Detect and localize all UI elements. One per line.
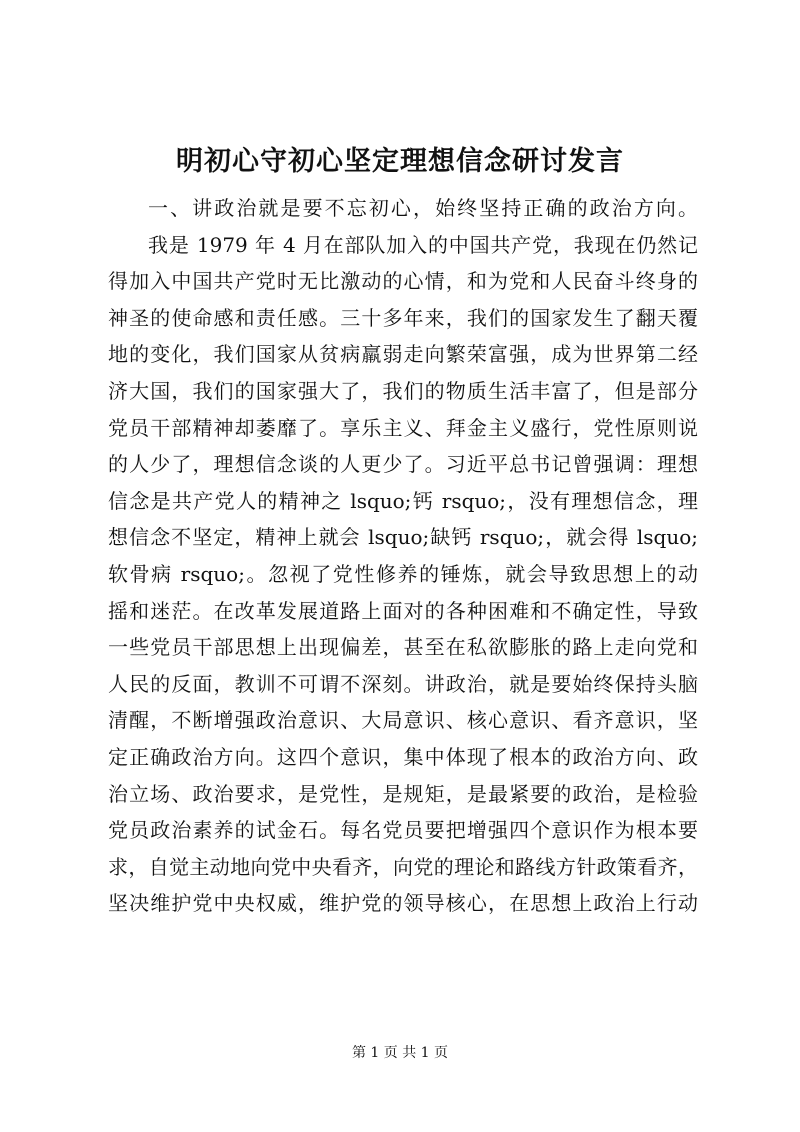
- paragraph-line: 我是 1979 年 4 月在部队加入的中国共产党，我现在仍然记: [148, 232, 698, 257]
- paragraph-line: 治立场、政治要求，是党性，是规矩，是最紧要的政治，是检验: [108, 781, 698, 806]
- paragraph-line: 摇和迷茫。在改革发展道路上面对的各种困难和不确定性，导致: [108, 598, 698, 623]
- paragraph-line: 的人少了，理想信念谈的人更少了。习近平总书记曾强调：理想: [108, 452, 698, 477]
- document-body: [108, 190, 698, 922]
- paragraph-line: 清醒，不断增强政治意识、大局意识、核心意识、看齐意识，坚: [108, 708, 698, 733]
- paragraph-line: 定正确政治方向。这四个意识，集中体现了根本的政治方向、政: [108, 744, 698, 769]
- paragraph-line: 得加入中国共产党时无比激动的心情，和为党和人民奋斗终身的: [108, 269, 698, 294]
- page-footer: 第 1 页 共 1 页: [351, 1045, 449, 1061]
- paragraph-line: 人民的反面，教训不可谓不深刻。讲政治，就是要始终保持头脑: [108, 671, 698, 696]
- heading-line: 一、讲政治就是要不忘初心，始终坚持正确的政治方向。: [148, 196, 698, 220]
- paragraph-line: 求，自觉主动地向党中央看齐，向党的理论和路线方针政策看齐，: [108, 854, 698, 879]
- paragraph-line: 神圣的使命感和责任感。三十多年来，我们的国家发生了翻天覆: [108, 305, 698, 330]
- paragraph-line: 一些党员干部思想上出现偏差，甚至在私欲膨胀的路上走向党和: [108, 635, 698, 660]
- paragraph-line: 想信念不坚定，精神上就会 lsquo;缺钙 rsquo;，就会得 lsquo;: [108, 525, 698, 550]
- paragraph-line: 软骨病 rsquo;。忽视了党性修养的锤炼，就会导致思想上的动: [108, 561, 698, 586]
- paragraph-line: 济大国，我们的国家强大了，我们的物质生活丰富了，但是部分: [108, 378, 698, 403]
- paragraph-line: 地的变化，我们国家从贫病羸弱走向繁荣富强，成为世界第二经: [108, 342, 698, 367]
- document-title: 明初心守初心坚定理想信念研讨发言: [176, 146, 624, 177]
- paragraph-line: 党员政治素养的试金石。每名党员要把增强四个意识作为根本要: [108, 818, 698, 843]
- paragraph-line: 坚决维护党中央权威，维护党的领导核心，在思想上政治上行动: [108, 891, 698, 916]
- paragraph-line: 党员干部精神却萎靡了。享乐主义、拜金主义盛行，党性原则说: [108, 415, 698, 440]
- paragraph-line: 信念是共产党人的精神之 lsquo;钙 rsquo;，没有理想信念，理: [108, 488, 698, 513]
